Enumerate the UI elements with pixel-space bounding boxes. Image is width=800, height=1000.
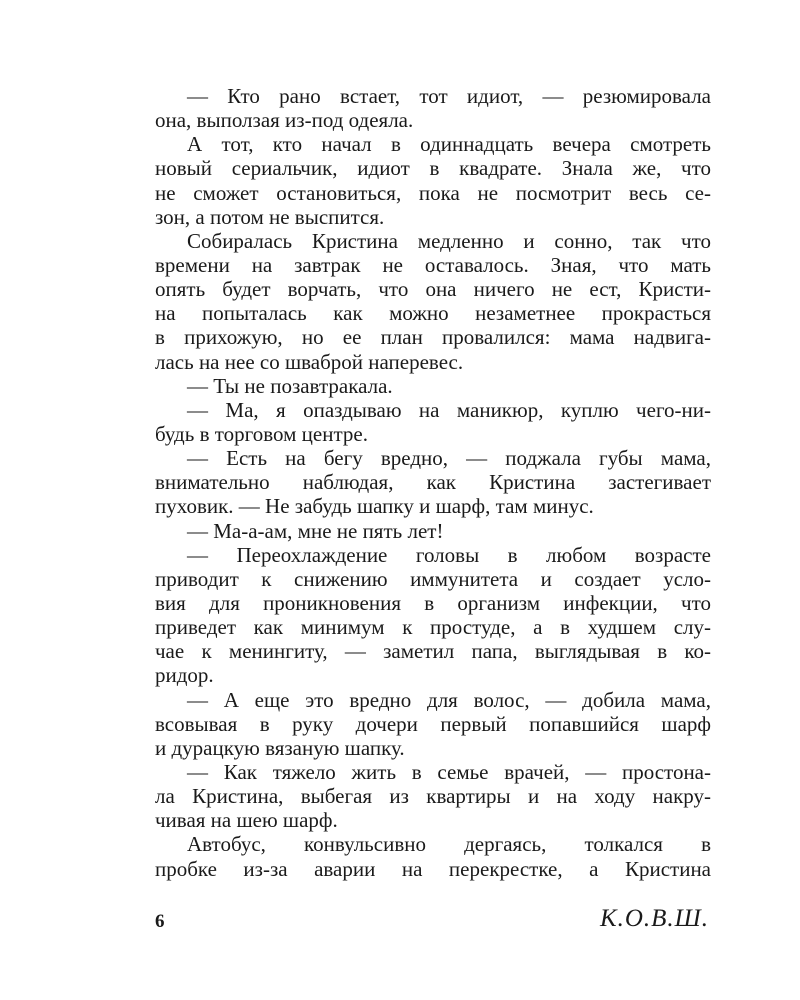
text-line: А тот, кто начал в одиннадцать вечера смотреть: [187, 132, 711, 157]
text-line: чивая на шею шарф.: [155, 808, 338, 833]
body-text: [155, 84, 711, 881]
text-line: — А еще это вредно для волос, — добила мама,: [187, 687, 711, 712]
text-line: зон, а потом не выспится.: [155, 204, 385, 229]
text-line: всовывая в руку дочери первый попавшийся шарф: [155, 711, 711, 736]
text-line: не сможет остановиться, пока не посмотрит весь се-: [155, 180, 711, 205]
text-line: — Как тяжело жить в семье врачей, — простона-: [187, 759, 711, 784]
text-line: Собиралась Кристина медленно и сонно, так что: [187, 228, 711, 253]
text-line: пуховик. — Не забудь шапку и шарф, там минус.: [155, 494, 594, 519]
text-line: новый сериальчик, идиот в квадрате. Знала же, что: [155, 156, 711, 181]
text-line: лась на нее со шваброй наперевес.: [155, 349, 464, 374]
text-line: опять будет ворчать, что она ничего не ест, Кристи-: [155, 277, 711, 302]
page-number: 6: [155, 911, 165, 932]
text-line: Автобус, конвульсивно дергаясь, толкался в: [187, 832, 711, 857]
running-title: К.О.В.Ш.: [599, 905, 709, 932]
text-line: приведет как минимум к простуде, а в худшем слу-: [155, 615, 711, 640]
text-line: ла Кристина, выбегая из квартиры и на ходу накру-: [155, 784, 711, 809]
text-line: внимательно наблюдая, как Кристина застегивает: [155, 470, 711, 495]
text-line: пробке из-за аварии на перекрестке, а Кристина: [155, 856, 711, 881]
text-line: и дурацкую вязаную шапку.: [155, 735, 405, 760]
text-line: приводит к снижению иммунитета и создает усло-: [155, 566, 711, 591]
text-line: — Есть на бегу вредно, — поджала губы мама,: [187, 446, 711, 471]
text-line: — Ты не позавтракала.: [187, 373, 393, 398]
text-line: она, выползая из-под одеяла.: [155, 108, 414, 133]
text-line: на попыталась как можно незаметнее прокрасться: [155, 301, 711, 326]
text-line: в прихожую, но ее план провалился: мама надвига-: [155, 325, 711, 350]
text-line: — Переохлаждение головы в любом возрасте: [187, 542, 711, 567]
text-line: — Кто рано встает, тот идиот, — резюмировала: [187, 84, 711, 108]
text-line: — Ма, я опаздываю на маникюр, куплю чего-ни-: [187, 397, 711, 422]
text-line: будь в торговом центре.: [155, 421, 368, 446]
text-line: вия для проникновения в организм инфекции, что: [155, 590, 711, 615]
text-line: ридор.: [155, 663, 214, 688]
text-line: — Ма-а-ам, мне не пять лет!: [187, 518, 444, 543]
text-line: чае к менингиту, — заметил папа, выглядывая в ко-: [155, 639, 711, 664]
text-line: времени на завтрак не оставалось. Зная, что мать: [155, 252, 711, 277]
